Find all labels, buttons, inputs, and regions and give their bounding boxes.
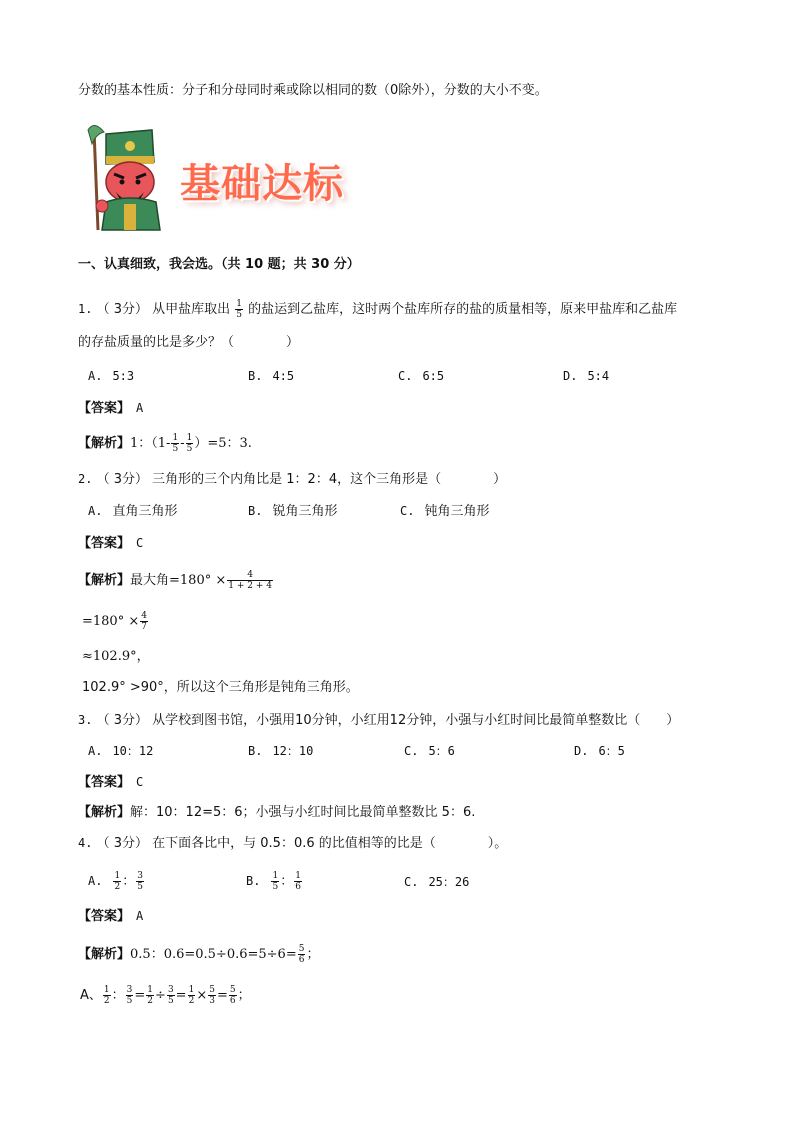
q2-analysis: 【解析】最大角=180° × $\frac{4}{1 + 2 + 4}$ (78, 570, 272, 591)
q1-fraction: $\frac{1}{5}$ (236, 299, 243, 320)
banner-title: 基础达标 (180, 161, 344, 207)
q3-option-b[interactable]: B. 12：10 (248, 744, 314, 758)
q3-analysis: 【解析】解：10：12=5：6；小强与小红时间比最简单整数比 5：6. (78, 805, 476, 820)
intro-text: 分数的基本性质：分子和分母同时乘或除以相同的数（0除外），分数的大小不变。 (78, 83, 548, 98)
q1-number: 1. (78, 302, 93, 316)
q2-step3: ≈102.9°， (82, 649, 150, 664)
q1-score: （ 3分） (96, 302, 148, 317)
q4-option-c[interactable]: C. 25：26 (404, 875, 470, 889)
q3-option-a[interactable]: A. 10：12 (88, 744, 154, 758)
q2-step4: 102.9° >90°，所以这个三角形是钝角三角形。 (82, 680, 359, 695)
q1-option-a[interactable]: A. 5:3 (88, 369, 135, 383)
q1-text-b: 的盐运到乙盐库，这时两个盐库所存的盐的质量相等，原来甲盐库和乙盐库 (248, 302, 678, 317)
q1-line2: 的存盐质量的比是多少？（ ） (78, 335, 300, 350)
section-title: 一、认真细致，我会选。（共 10 题；共 30 分） (78, 257, 360, 272)
q4-analysis: 【解析】0.5：0.6=0.5÷0.6=5÷6= $\frac{5}{6}$ ； (78, 944, 320, 965)
q2-option-b[interactable]: B. 锐角三角形 (248, 504, 338, 519)
q1-line1 (78, 299, 677, 320)
q3-option-c[interactable]: C. 5：6 (404, 744, 455, 758)
q1-option-d[interactable]: D. 5:4 (563, 369, 610, 383)
q2-answer: 【答案】 C (78, 536, 144, 551)
q2-line1: 2. （ 3分） 三角形的三个内角比是 1：2：4，这个三角形是（ ） (78, 472, 507, 487)
q4-answer: 【答案】 A (78, 909, 144, 924)
q4-option-b[interactable]: B. $\frac{1}{5}$ ： $\frac{1}{6}$ (246, 871, 301, 892)
q4-option-a[interactable]: A. $\frac{1}{2}$ ： $\frac{3}{5}$ (88, 871, 143, 892)
q1-answer: 【答案】 A (78, 401, 144, 416)
q1-option-b[interactable]: B. 4:5 (248, 369, 295, 383)
q1-option-c[interactable]: C. 6:5 (398, 369, 445, 383)
cartoon-general-illustration (80, 122, 176, 232)
q3-option-d[interactable]: D. 6：5 (574, 744, 625, 758)
q1-text-a: 从甲盐库取出 (152, 302, 231, 317)
q3-line1: 3. （ 3分） 从学校到图书馆，小强用10分钟，小红用12分钟，小强与小红时间比最简单整数比（ ） (78, 713, 680, 728)
q3-answer: 【答案】 C (78, 775, 144, 790)
q1-analysis: 【解析】1：（1- $\frac{1}{5}$ - $\frac{1}{5}$ ）=5：3. (78, 433, 252, 454)
q2-option-c[interactable]: C. 钝角三角形 (400, 504, 490, 519)
q4-analysis-line2: A、 $\frac{1}{2}$ ： $\frac{3}{5}$ = $\frac{1}{2}$ ÷ $\frac{3}{5}$ = $\frac{1}{2}$ × $\frac{5}{3}$ = $\frac{5}{6}$ ； (80, 985, 251, 1006)
banner (80, 122, 380, 232)
q4-line1: 4. （ 3分） 在下面各比中，与 0.5：0.6 的比值相等的比是（ ）。 (78, 836, 508, 851)
q2-option-a[interactable]: A. 直角三角形 (88, 504, 178, 519)
q2-step2: =180° × $\frac{4}{7}$ (82, 611, 147, 632)
